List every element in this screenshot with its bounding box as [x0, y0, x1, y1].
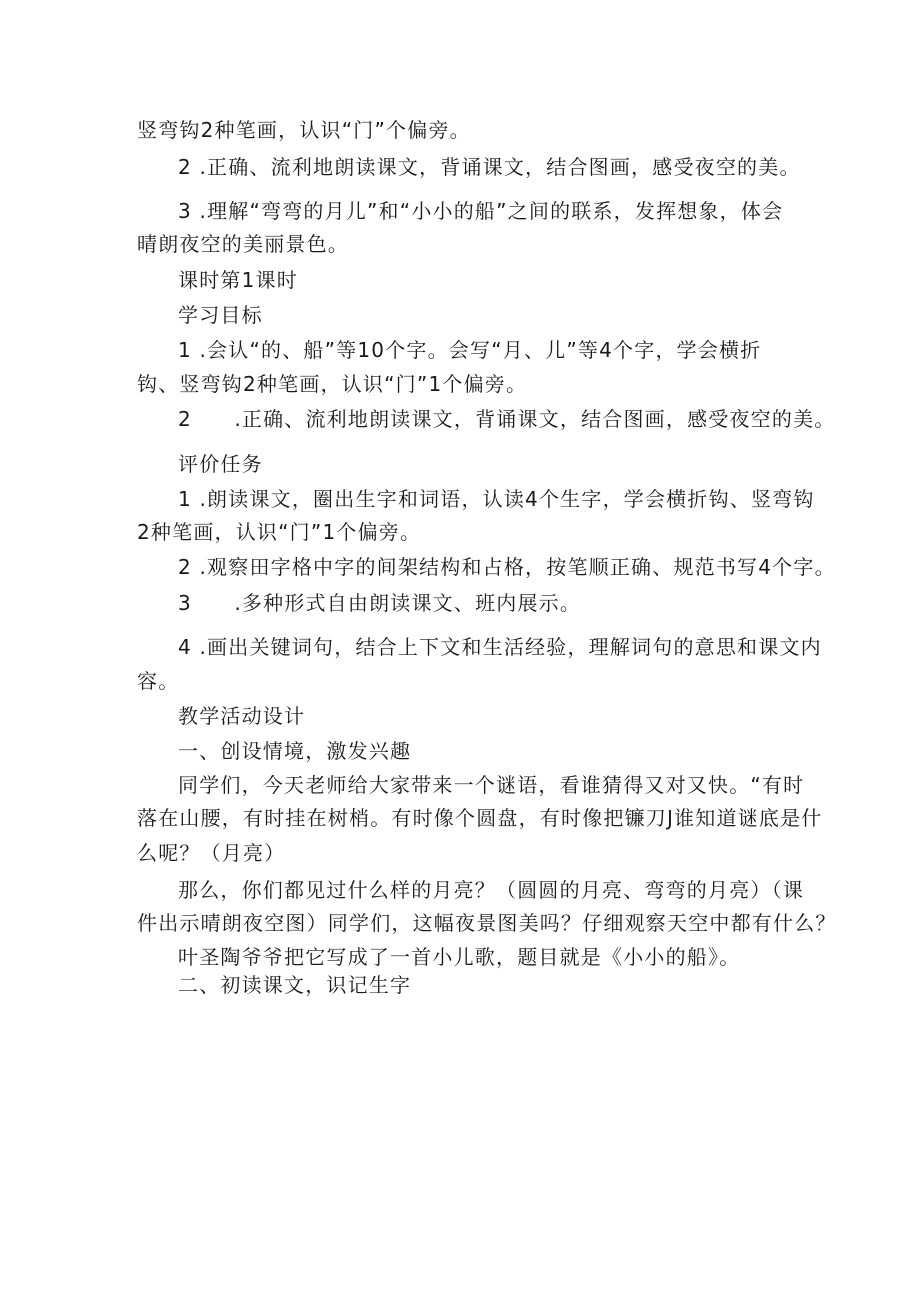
text-line: 同学们，今天老师给大家带来一个谜语，看谁猜得又对又快。“有时 [178, 773, 805, 797]
text-line: 2 .观察田字格中字的间架结构和占格，按笔顺正确、规范书写4个字。 [178, 555, 836, 579]
text-line: 学习目标 [178, 303, 263, 327]
text-line: 钩、竖弯钩2种笔画，认识“门”1个偏旁。 [137, 372, 528, 396]
text-line: 2 .正确、流利地朗读课文，背诵课文，结合图画，感受夜空的美。 [178, 155, 801, 179]
text-line: 2 .正确、流利地朗读课文，背诵课文，结合图画，感受夜空的美。 [178, 407, 836, 431]
text-line: 评价任务 [178, 452, 263, 476]
text-line: 4 .画出关键词句，结合上下文和生活经验，理解词句的意思和课文内 [178, 635, 822, 659]
text-line: 课时第1课时 [178, 268, 298, 292]
text-line: 一、创设情境，激发兴趣 [178, 739, 412, 763]
text-line: 3 .多种形式自由朗读课文、班内展示。 [178, 591, 582, 615]
text-line: 落在山腰，有时挂在树梢。有时像个圆盘，有时像把镰刀J谁知道谜底是什 [137, 806, 823, 830]
text-line: 3 .理解“弯弯的月儿”和“小小的船”之间的联系，发挥想象，体会 [178, 199, 784, 223]
text-line: 竖弯钩2种笔画，认识“门”个偏旁。 [137, 118, 471, 142]
text-line: 1 .会认“的、船”等10个字。会写“月、儿”等4个字，学会横折 [178, 338, 762, 362]
text-line: 2种笔画，认识“门”1个偏旁。 [137, 520, 422, 544]
text-line: 那么，你们都见过什么样的月亮？（圆圆的月亮、弯弯的月亮）（课 [178, 878, 804, 902]
text-line: 叶圣陶爷爷把它写成了一首小儿歌，题目就是《小小的船》。 [178, 945, 741, 969]
text-line: 教学活动设计 [178, 704, 306, 728]
text-line: 二、初读课文，识记生字 [178, 973, 412, 997]
text-line: 件出示晴朗夜空图）同学们，这幅夜景图美吗？仔细观察天空中都有什么？ [137, 911, 837, 935]
text-line: 晴朗夜空的美丽景色。 [137, 232, 349, 256]
text-line: 容。 [137, 669, 180, 693]
text-line: 么呢？（月亮） [137, 841, 286, 865]
text-line: 1 .朗读课文，圈出生字和词语，认读4个生字，学会横折钩、竖弯钩 [178, 487, 815, 511]
